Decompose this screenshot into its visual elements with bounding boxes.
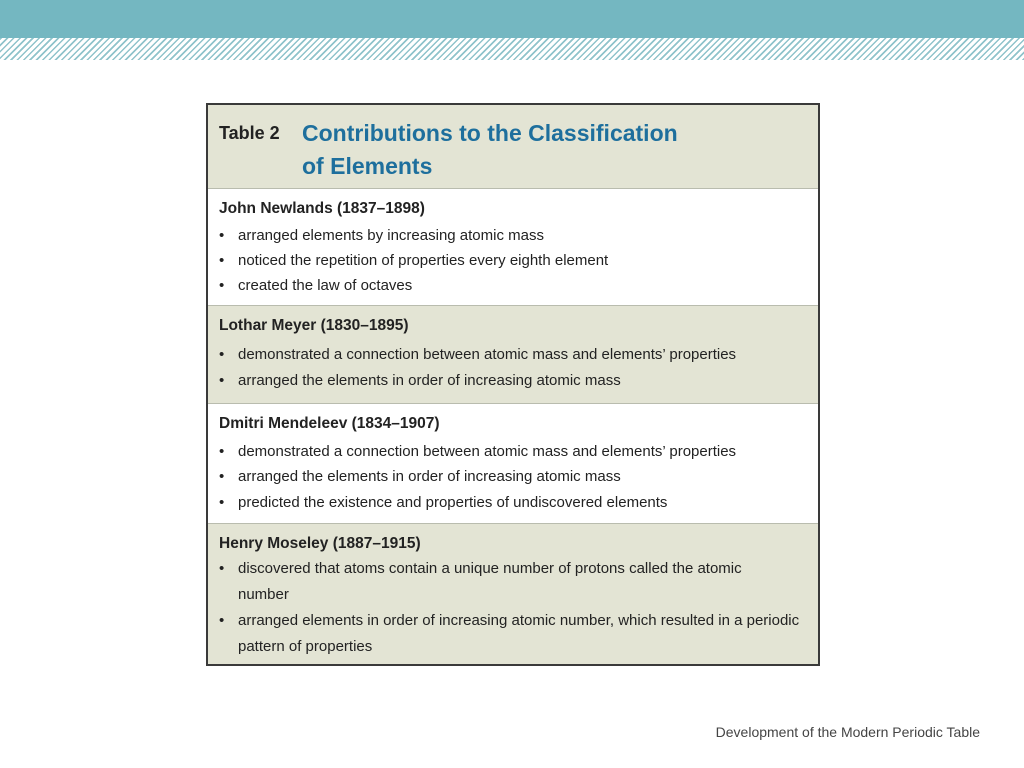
bullet-icon: •	[219, 612, 225, 629]
table-title: Contributions to the Classification of Elements	[302, 120, 678, 179]
bullet-icon: •	[219, 227, 225, 244]
list-item: • arranged elements in order of increasing atomic number, which resulted in a periodic pattern of properties	[219, 608, 809, 659]
bullet-icon: •	[219, 560, 225, 577]
top-hatch-stripe	[0, 38, 1024, 60]
slide-footer: Development of the Modern Periodic Table	[715, 724, 980, 740]
list-item: • demonstrated a connection between atomic mass and elements’ properties	[219, 439, 809, 465]
scientist-name: Lothar Meyer (1830–1895)	[219, 317, 409, 334]
bullet-icon: •	[219, 468, 225, 485]
bullet-icon: •	[219, 494, 225, 511]
section-meyer	[208, 306, 818, 404]
section-newlands	[208, 189, 818, 306]
list-item: • created the law of octaves	[219, 273, 809, 299]
list-item: • demonstrated a connection between atomic mass and elements’ properties	[219, 342, 809, 368]
classification-table	[206, 103, 820, 666]
bullet-icon: •	[219, 277, 225, 294]
bullet-icon: •	[219, 372, 225, 389]
scientist-name: John Newlands (1837–1898)	[219, 200, 425, 217]
list-item: • arranged the elements in order of increasing atomic mass	[219, 368, 809, 394]
scientist-name: Henry Moseley (1887–1915)	[219, 535, 421, 552]
table-number: Table 2	[219, 123, 280, 143]
section-moseley	[208, 524, 818, 664]
list-item: • predicted the existence and properties of undiscovered elements	[219, 490, 809, 516]
list-item: • arranged elements by increasing atomic mass	[219, 223, 809, 249]
section-mendeleev	[208, 404, 818, 524]
top-accent-band	[0, 0, 1024, 38]
table-header	[208, 105, 818, 189]
bullet-icon: •	[219, 443, 225, 460]
scientist-name: Dmitri Mendeleev (1834–1907)	[219, 415, 440, 432]
list-item: • arranged the elements in order of increasing atomic mass	[219, 464, 809, 490]
list-item: • discovered that atoms contain a unique number of protons called the atomic number	[219, 556, 759, 607]
bullet-icon: •	[219, 252, 225, 269]
bullet-icon: •	[219, 346, 225, 363]
list-item: • noticed the repetition of properties every eighth element	[219, 248, 809, 274]
